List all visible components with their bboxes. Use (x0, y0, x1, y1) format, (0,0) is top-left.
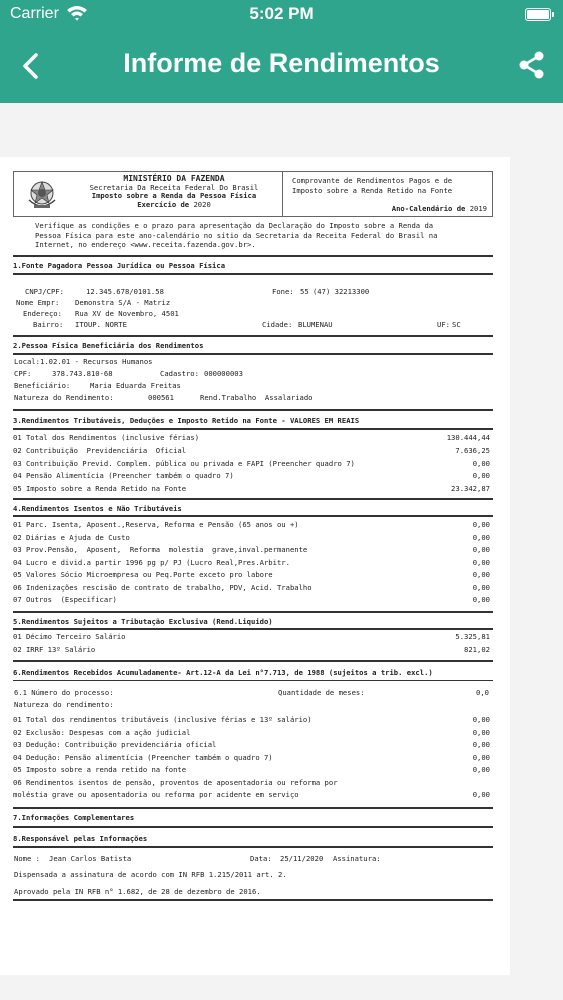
nome-empresa-label: Nome Empr: (16, 298, 60, 307)
section-3-title: 3.Rendimentos Tributáveis, Deduções e Imposto Retido na Fonte - VALORES EM REAIS (13, 416, 360, 425)
nome-empresa-value: Demonstra S/A - Matriz (75, 298, 171, 307)
row-label: 05 Imposto sobre a renda retido na fonte (13, 765, 187, 774)
table-row (13, 778, 493, 788)
row-value: 0,00 (472, 459, 490, 468)
table-row (13, 583, 493, 593)
section-rule (13, 409, 493, 411)
carrier-label: Carrier (10, 5, 59, 22)
row-value: 0,00 (472, 570, 490, 579)
row-label: 05 Valores Sócio Microempresa ou Peq.Porte exceto pro labore (13, 570, 273, 579)
table-row (13, 484, 493, 494)
row-value: 0,00 (472, 595, 490, 604)
clock: 5:02 PM (249, 4, 314, 23)
aprovado-text: Aprovado pela IN RFB n° 1.682, de 28 de dezembro de 2016. (14, 887, 261, 896)
header-divider (282, 172, 283, 216)
bottom-area (0, 975, 563, 1000)
table-row (13, 715, 493, 725)
status-bar (0, 0, 563, 30)
local-value: Local:1.02.01 - Recursos Humanos (14, 357, 153, 366)
endereco-label: Endereço: (23, 309, 62, 318)
battery-icon (525, 8, 551, 21)
section-rule (13, 680, 493, 681)
section-rule (13, 335, 493, 337)
data-label: Data: (250, 854, 272, 863)
intro-line: Pessoa Física para este ano-calendário no sítio da Secretaria da Receita Federal do Brasil na (35, 230, 438, 240)
share-button[interactable] (515, 48, 549, 82)
ano-label: Ano-Calendário de (391, 204, 466, 213)
cnpj-value: 12.345.678/0101.58 (86, 287, 164, 296)
section-rule (13, 611, 493, 613)
table-row (13, 533, 493, 543)
section-rule (13, 428, 493, 430)
row-value: 0,00 (472, 715, 490, 724)
row-value: 0,00 (472, 765, 490, 774)
assinatura-label: Assinatura: (333, 854, 381, 863)
data-value: 25/11/2020 (280, 854, 324, 863)
row-label: 02 Exclusão: Despesas com a ação judicial (13, 728, 191, 737)
table-row (13, 459, 493, 469)
exercicio-year: 2020 (193, 199, 211, 209)
intro-text (35, 221, 497, 250)
section-1-title: 1.Fonte Pagadora Pessoa Jurídica ou Pessoa Física (13, 261, 226, 270)
row-value: 7.636,25 (455, 446, 490, 455)
row-label: 06 Rendimentos isentos de pensão, proventos de aposentadoria ou reforma por (13, 778, 338, 787)
nav-bar (0, 30, 563, 103)
table-row (13, 433, 493, 443)
exercicio-label: Exercício de (137, 199, 190, 209)
table-row (13, 471, 493, 481)
comprovante-line1: Comprovante de Rendimentos Pagos e de (292, 176, 453, 185)
row-label: 01 Parc. Isenta, Aposent.,Reserva, Reforma e Pensão (65 anos ou +) (13, 520, 299, 529)
bairro-value: ITOUP. NORTE (75, 320, 127, 329)
section-rule (13, 826, 493, 828)
beneficiario-value: Maria Eduarda Freitas (90, 381, 181, 390)
table-row (13, 740, 493, 750)
section-7-title: 7.Informações Complementares (13, 813, 135, 822)
section-2-title: 2.Pessoa Física Beneficiária dos Rendimentos (13, 341, 204, 350)
row-value: 0,00 (472, 545, 490, 554)
section-8-title: 8.Responsável pelas Informações (13, 834, 148, 843)
table-row (13, 790, 493, 800)
cadastro-label: Cadastro: (160, 369, 199, 378)
table-row (13, 765, 493, 775)
row-value: 0,00 (472, 520, 490, 529)
cidade-value: BLUMENAU (298, 320, 333, 329)
document-header (13, 171, 493, 217)
row-value: 0,00 (472, 558, 490, 567)
dispensada-text: Dispensada a assinatura de acordo com IN RFB 1.215/2011 art. 2. (14, 870, 287, 879)
section-rule (13, 807, 493, 809)
responsavel-label: Nome : (14, 854, 40, 863)
row-label: 03 Prov.Pensão, Aposent, Reforma molestia grave,inval.permanente (13, 545, 308, 554)
row-label: moléstia grave ou aposentadoria ou reforma por acidente em serviço (13, 790, 299, 799)
row-label: 04 Dedução: Pensão alimentícia (Preencher também o quadro 7) (13, 753, 273, 762)
fone-label: Fone: (272, 287, 294, 296)
row-label: 03 Contribuição Previd. Complem. pública ou privada e FAPI (Preencher quadro 7) (13, 459, 355, 468)
row-value: 0,00 (472, 790, 490, 799)
row-label: 01 Total dos rendimentos tributáveis (inclusive férias e 13º salário) (13, 715, 312, 724)
table-row (13, 545, 493, 555)
comprovante-block (292, 176, 487, 214)
row-value: 0,00 (472, 740, 490, 749)
section-rule (13, 660, 493, 662)
endereco-value: Rua XV de Novembro, 4501 (75, 309, 179, 318)
natureza-rend-label: Natureza do rendimento: (14, 700, 114, 709)
page-title: Informe de Rendimentos (123, 48, 440, 78)
uf-value: SC (452, 320, 461, 329)
natureza-value: Rend.Trabalho Assalariado (200, 393, 313, 402)
section-rule (13, 273, 493, 275)
row-value: 0,00 (472, 583, 490, 592)
cadastro-value: 000000003 (204, 369, 243, 378)
natureza-label: Natureza do Rendimento: (14, 393, 114, 402)
beneficiario-label: Beneficiário: (14, 381, 71, 390)
responsavel-name: Jean Carlos Batista (49, 854, 132, 863)
row-value: 0,00 (472, 728, 490, 737)
row-value: 23.342,87 (451, 484, 490, 493)
processo-label: 6.1 Número do processo: (14, 688, 114, 697)
row-value: 5.325,81 (455, 632, 490, 641)
cpf-value: 378.743.810-68 (52, 369, 113, 378)
section-5-title: 5.Rendimentos Sujeitos a Tributação Exclusiva (Rend.Liquido) (13, 617, 273, 626)
row-value: 0,00 (472, 471, 490, 480)
section-6-title: 6.Rendimentos Recebidos Acumuladamente- Art.12-A da Lei n°7.713, de 1988 (sujeitos a trib. excl.) (13, 668, 433, 677)
table-row (13, 645, 493, 655)
table-row (13, 520, 493, 530)
intro-line: Verifique as condições e o prazo para apresentação da Declaração do Imposto sobre a Renda da (35, 221, 434, 230)
share-icon (515, 48, 549, 82)
secretaria-name: Secretaria Da Receita Federal Do Brasil (89, 182, 259, 192)
ano-year: 2019 (469, 204, 487, 213)
fone-value: 55 (47) 32213300 (300, 287, 370, 296)
row-label: 04 Pensão Alimentícia (Preencher também o quadro 7) (13, 471, 234, 480)
comprovante-line2: Imposto sobre a Renda Retido na Fonte (292, 186, 453, 195)
table-row (13, 595, 493, 605)
table-row (13, 446, 493, 456)
row-label: 01 Total dos Rendimentos (inclusive férias) (13, 433, 200, 442)
table-row (13, 728, 493, 738)
meses-label: Quantidade de meses: (278, 688, 365, 697)
ministry-block (69, 175, 279, 209)
row-value: 821,02 (464, 645, 490, 654)
table-row (13, 753, 493, 763)
row-label: 02 Contribuição Previdenciária Oficial (13, 446, 187, 455)
section-rule (13, 628, 493, 630)
row-label: 02 Diárias e Ajuda de Custo (13, 533, 130, 542)
coat-of-arms-icon (24, 176, 60, 212)
table-row (13, 558, 493, 568)
section-rule (13, 255, 493, 257)
row-value: 0,00 (472, 533, 490, 542)
row-label: 03 Dedução: Contribuição previdenciária oficial (13, 740, 217, 749)
natureza-code: 000561 (148, 393, 174, 402)
section-rule (13, 353, 493, 355)
row-label: 01 Décimo Terceiro Salário (13, 632, 126, 641)
cpf-label: CPF: (14, 369, 32, 378)
uf-label: UF: (437, 320, 450, 329)
section-rule (13, 899, 493, 901)
cidade-label: Cidade: (262, 320, 293, 329)
section-rule (13, 498, 493, 500)
section-rule (13, 846, 493, 848)
intro-line: Internet, no endereço <www.receita.fazenda.gov.br>. (35, 240, 256, 249)
row-value: 130.444,44 (446, 433, 490, 442)
row-label: 02 IRRF 13º Salário (13, 645, 96, 654)
section-rule (13, 515, 493, 517)
meses-value: 0,0 (476, 688, 489, 697)
row-label: 04 Lucro e divid.a partir 1996 pg p/ PJ (Lucro Real,Pres.Arbitr. (13, 558, 290, 567)
row-label: 05 Imposto sobre a Renda Retido na Fonte (13, 484, 187, 493)
table-row (13, 570, 493, 580)
ministry-name: MINISTÉRIO DA FAZENDA (123, 174, 225, 183)
row-value: 0,00 (472, 753, 490, 762)
income-report-document (0, 157, 510, 975)
cnpj-label: CNPJ/CPF: (25, 287, 64, 296)
section-4-title: 4.Rendimentos Isentos e Não Tributáveis (13, 504, 182, 513)
tax-name: Imposto sobre a Renda da Pessoa Física (91, 191, 257, 201)
row-label: 06 Indenizações rescisão de contrato de trabalho, PDV, Acid. Trabalho (13, 583, 312, 592)
table-row (13, 632, 493, 642)
bairro-label: Bairro: (33, 320, 64, 329)
row-label: 07 Outros (Especificar) (13, 595, 117, 604)
